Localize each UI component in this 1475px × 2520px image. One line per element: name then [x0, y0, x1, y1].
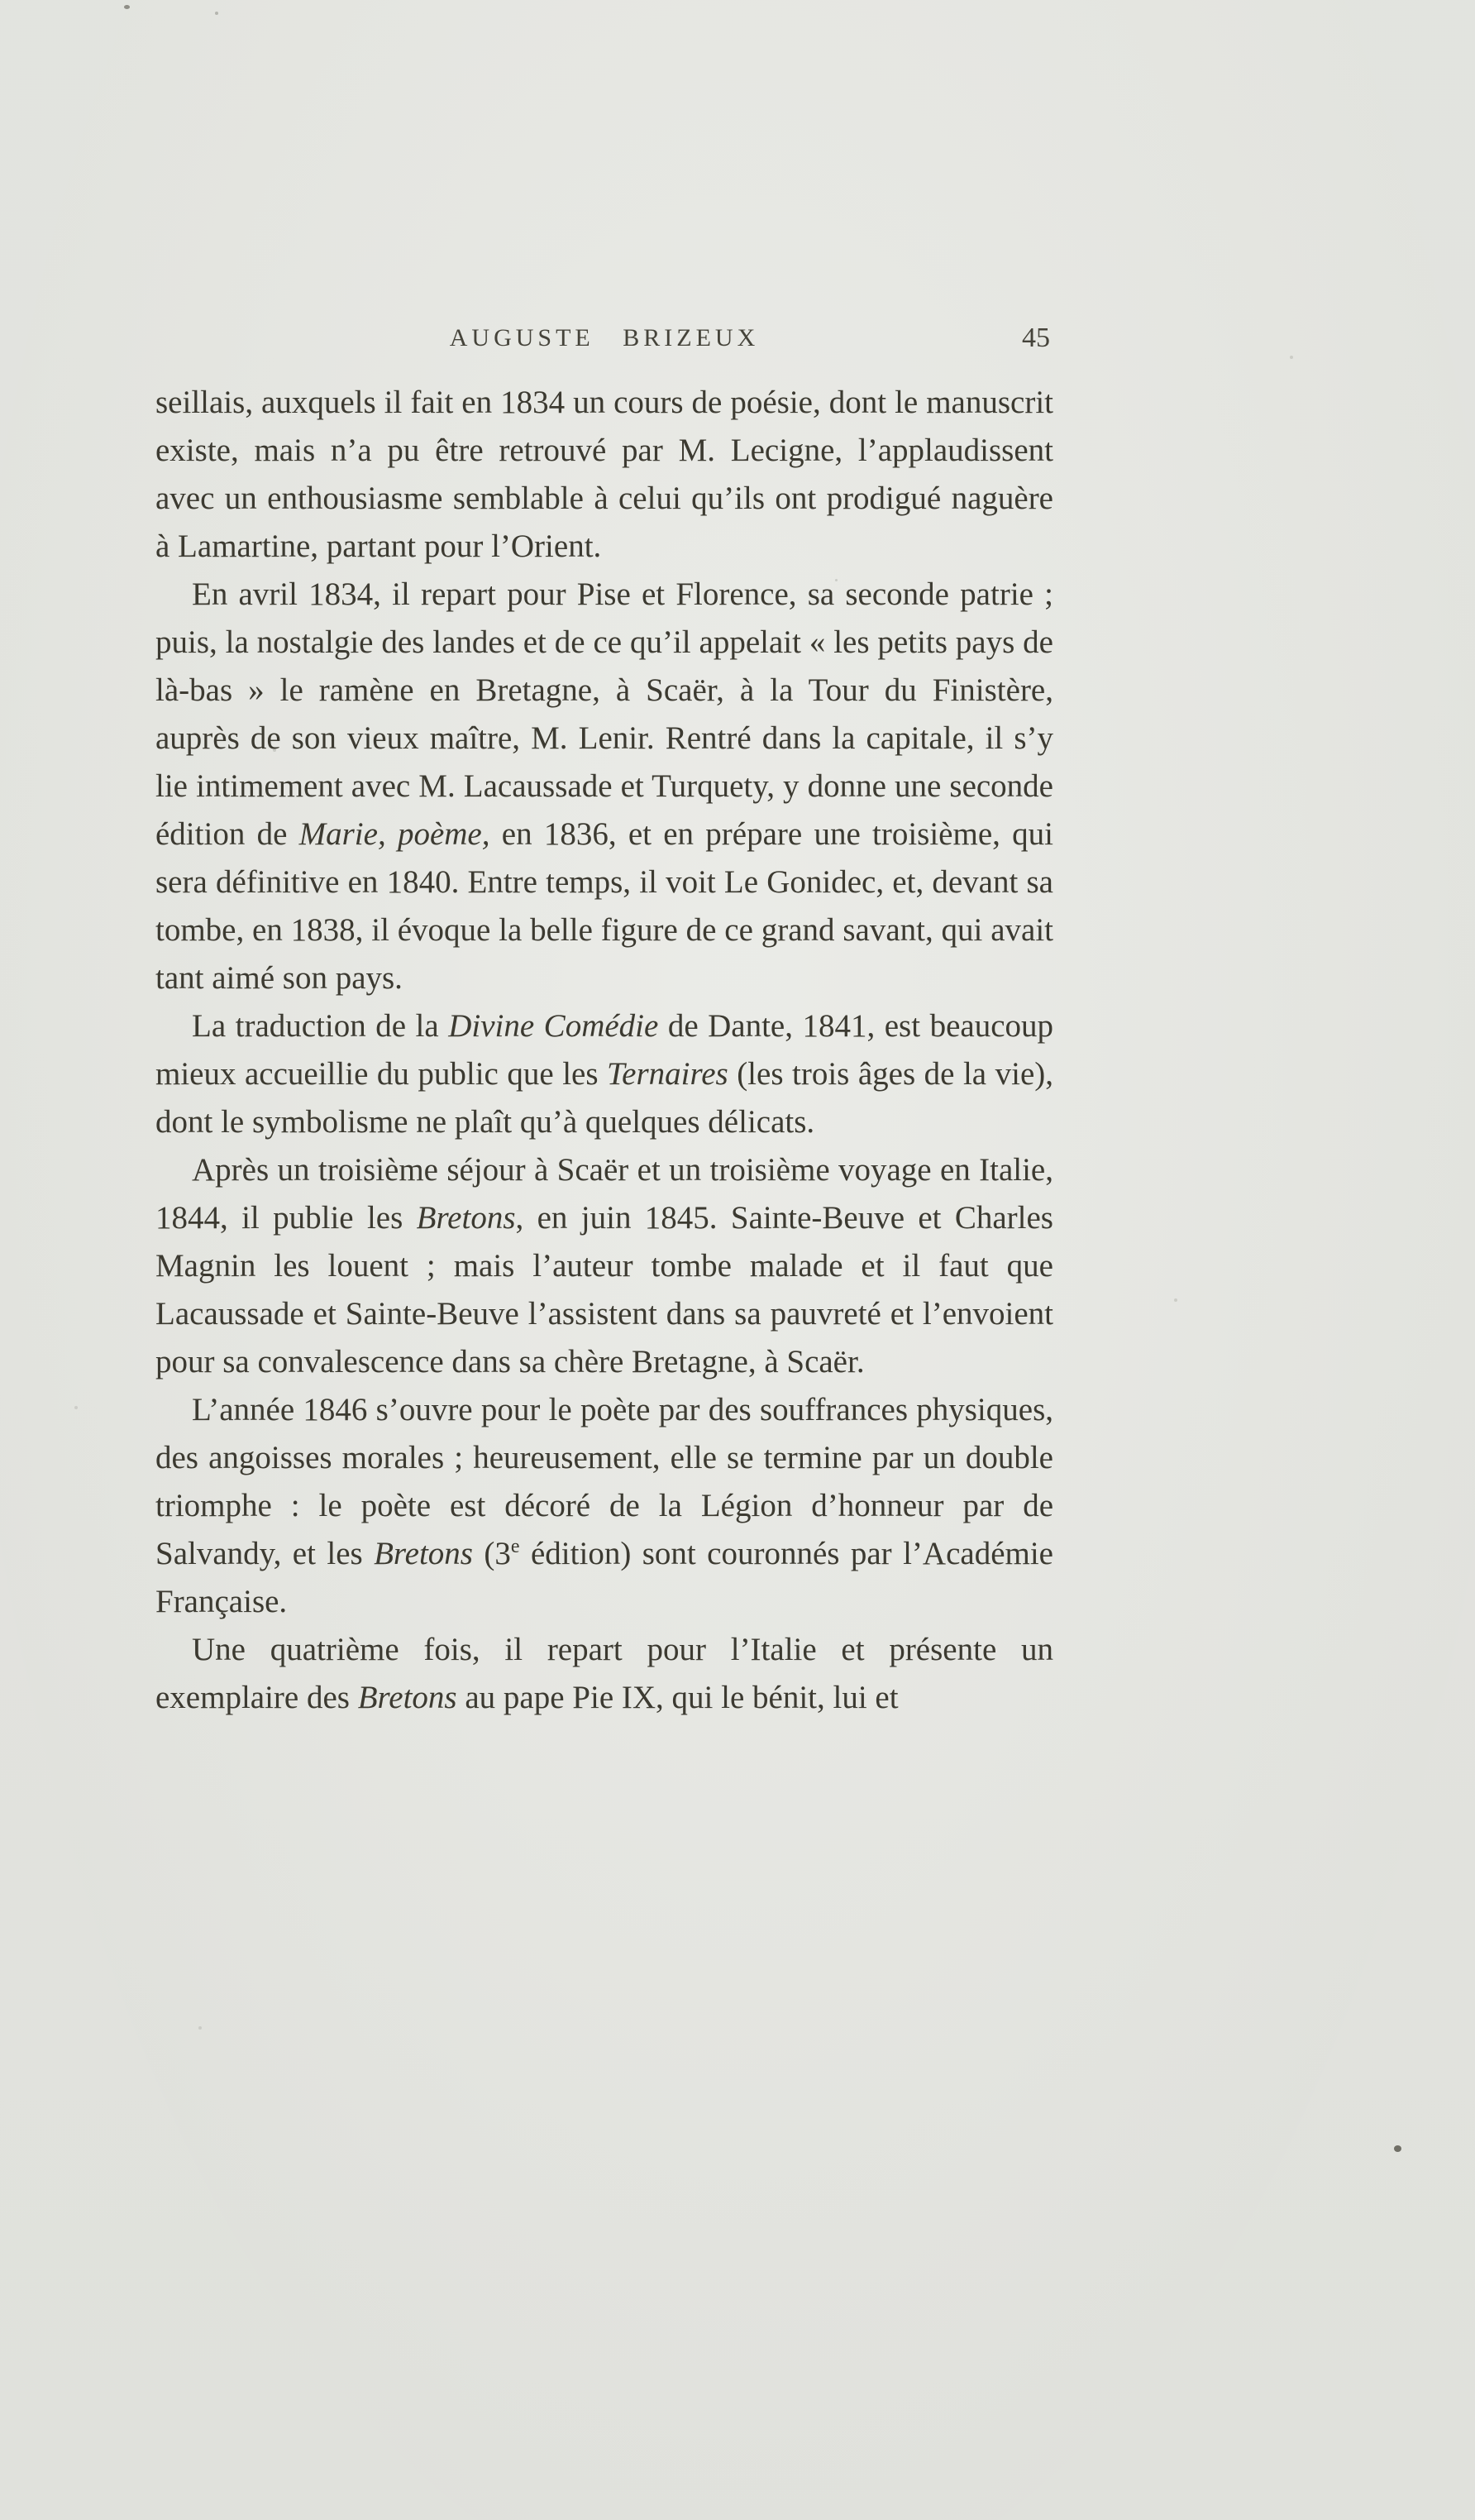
text-run: de Dante, 1841, est beaucoup mieux accueillie du public que les — [155, 1008, 1054, 1092]
running-title: AUGUSTE BRIZEUX — [449, 324, 760, 351]
text-run: Une quatrième fois, il repart pour l’Italie et présente un exemplaire des — [155, 1632, 1053, 1715]
paper-speckle — [1290, 356, 1293, 359]
paper-speckle — [215, 12, 218, 15]
paragraph — [155, 1626, 1053, 1722]
paragraph — [155, 1386, 1053, 1626]
text-run: Après un troisième séjour à Scaër et un troisième voyage en Italie, 1844, il publie les — [155, 1152, 1053, 1236]
text-run: seillais, auxquels il fait en 1834 un cours de poésie, dont le manuscrit existe, mais n’a pu être retrouvé par M. Lecigne, l’applaudissent avec un enthousiasme semblable à celui qu’ils ont prodigué naguère à Lamartine, partant pour l’Orient. — [155, 385, 1053, 564]
paragraph — [155, 1002, 1053, 1146]
paper-speckle — [124, 5, 130, 9]
paragraph — [155, 1146, 1053, 1386]
italic-text-run: Bretons — [374, 1536, 473, 1571]
italic-text-run: Marie, poème, — [298, 816, 490, 852]
paper-speckle — [1394, 2145, 1401, 2152]
paper-speckle — [1174, 1298, 1177, 1302]
page-header — [155, 324, 1053, 361]
text-run: en 1836, et en prépare une troisième, qui sera définitive en 1840. Entre temps, il voit Le Gonidec, et, devant sa tombe, en 1838, il évoque la belle figure de ce grand savant, qui avait tant aimé son pays. — [155, 816, 1053, 996]
italic-text-run: Bretons — [416, 1200, 516, 1236]
text-run: En avril 1834, il repart pour Pise et Florence, sa seconde patrie ; puis, la nostalgie des landes et de ce qu’il appelait « les petits pays de là-bas » le ramène en Bretagne, à Scaër, à la Tour du Finistère, auprès de son vieux maître, M. Lenir. Rentré dans la capitale, il s’y lie intimement avec M. Lacaussade et Turquety, y donne une seconde édition de — [155, 576, 1053, 852]
superscript-run: e — [510, 1536, 520, 1557]
text-run: , en juin 1845. Sainte-Beuve et Charles Magnin les louent ; mais l’auteur tombe malade et il faut que Lacaussade et Sainte-Beuve l’assistent dans sa pauvreté et l’envoient pour sa convalescence dans sa chère Bretagne, à Scaër. — [155, 1200, 1053, 1380]
italic-text-run: Ternaires — [607, 1056, 728, 1092]
page-number: 45 — [1022, 323, 1050, 353]
paper-speckle — [74, 1406, 78, 1409]
paragraph — [155, 571, 1053, 1002]
text-run: (3 — [473, 1536, 511, 1571]
paragraph — [155, 379, 1053, 571]
text-run: La traduction de la — [192, 1008, 449, 1044]
italic-text-run: Bretons — [357, 1680, 457, 1715]
text-run: L’année 1846 s’ouvre pour le poète par des souffrances physiques, des angoisses morales ; heureusement, elle se termine par un double triomphe : le poète est décoré de la Légion d’honneur par de Salvandy, et les — [155, 1392, 1053, 1571]
text-run: édition) sont couronnés par l’Académie Française. — [155, 1536, 1053, 1619]
text-run: au pape Pie IX, qui le bénit, lui et — [456, 1680, 899, 1715]
text-run: (les trois âges de la vie), dont le symbolisme ne plaît qu’à quelques délicats. — [155, 1056, 1054, 1140]
paper-speckle — [198, 2026, 202, 2030]
italic-text-run: Divine Comédie — [448, 1008, 659, 1044]
text-block — [155, 379, 1053, 1722]
